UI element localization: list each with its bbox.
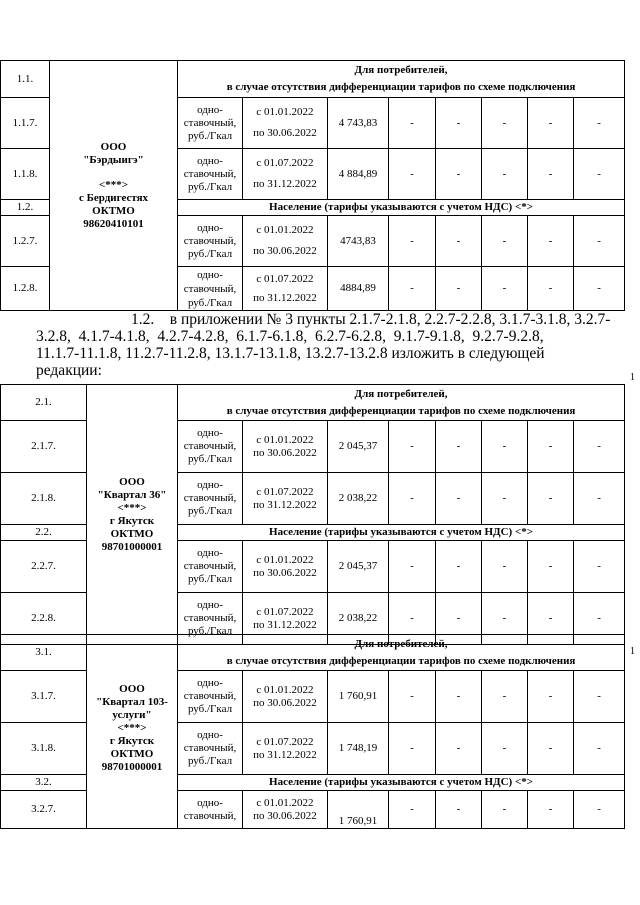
population-header: Население (тарифы указываются с учетом НДС) <*> [178, 525, 625, 541]
price-cell: 1 760,91 [328, 671, 389, 723]
table-row [1, 61, 625, 98]
dash-cell: - [389, 267, 436, 311]
dash-cell: - [482, 421, 528, 473]
unit-line: одно- [197, 103, 223, 116]
price-cell: 4 884,89 [328, 149, 389, 200]
dash-cell: - [436, 541, 482, 593]
consumer-group-header [178, 61, 625, 98]
row-number: 1.2.8. [1, 267, 50, 311]
dash-cell: - [574, 216, 625, 267]
period-cell [243, 216, 328, 267]
row-number: 2.1.8. [1, 473, 87, 525]
dash-cell: - [436, 593, 482, 645]
row-number: 3.1. [1, 635, 87, 671]
unit-line: ставочный, [183, 742, 237, 754]
org-line: с Бердигестях [78, 191, 149, 204]
row-number: 2.1. [1, 385, 87, 421]
dash-cell: - [574, 671, 625, 723]
unit-cell [178, 149, 243, 200]
unit-line: одно- [197, 796, 223, 809]
consumer-group-header [178, 385, 625, 421]
unit-line: руб./Гкал [187, 755, 233, 767]
table-row [1, 385, 625, 421]
price-cell: 4884,89 [328, 267, 389, 311]
tariff-table-2 [0, 384, 625, 645]
tariff-table-1 [0, 60, 625, 311]
org-line: 98620410101 [83, 217, 144, 230]
paragraph-line: 11.1.7-11.1.8, 11.2.7-11.2.8, 13.1.7-13.1.8, 13.2.7-13.2.8 изложить в следующей [36, 345, 545, 362]
dash-cell: - [436, 216, 482, 267]
dash-cell: - [389, 216, 436, 267]
period-to: по 31.12.2022 [253, 498, 317, 511]
unit-line: ставочный, [183, 282, 237, 295]
row-number: 1.1.7. [1, 98, 50, 149]
unit-line: руб./Гкал [187, 180, 233, 193]
unit-line: одно- [197, 154, 223, 167]
unit-line: ставочный, [183, 612, 237, 624]
row-number: 3.2. [1, 775, 87, 791]
dash-cell: - [482, 473, 528, 525]
dash-cell: - [574, 149, 625, 200]
margin-mark: 1 [630, 372, 635, 383]
dash-cell: - [574, 593, 625, 645]
paragraph-line: 3.2.8, 4.1.7-4.1.8, 4.2.7-4.2.8, 6.1.7-6.1.8, 6.2.7-6.2.8, 9.1.7-9.1.8, 9.2.7-9.2.8, [36, 328, 544, 345]
row-number: 3.2.7. [1, 791, 87, 829]
period-from: с 01.07.2022 [256, 157, 314, 169]
org-line: г Якутск [109, 735, 155, 747]
organization-cell [87, 385, 178, 645]
period-cell [243, 723, 328, 775]
dash-cell: - [436, 98, 482, 149]
org-line: 98701000001 [101, 540, 163, 553]
price-cell: 4 743,83 [328, 98, 389, 149]
period-from: с 01.01.2022 [256, 683, 314, 696]
dash-cell: - [574, 473, 625, 525]
unit-cell [178, 267, 243, 311]
unit-cell [178, 216, 243, 267]
unit-line: ставочный, [183, 690, 237, 702]
dash-cell: - [528, 98, 574, 149]
header-line: Для потребителей, [354, 637, 448, 650]
org-line: ООО [119, 475, 145, 488]
period-to: по 30.06.2022 [253, 127, 317, 139]
dash-cell: - [389, 723, 436, 775]
dash-cell: - [482, 791, 528, 829]
unit-line: одно- [197, 427, 223, 439]
dash-cell: - [528, 149, 574, 200]
unit-line: ставочный, [183, 440, 237, 452]
dash-cell: - [389, 98, 436, 149]
period-to: по 30.06.2022 [253, 446, 317, 459]
unit-cell [178, 473, 243, 525]
unit-line: ставочный, [183, 492, 237, 504]
paragraph-line: 1.2. в приложении № 3 пункты 2.1.7-2.1.8, 2.2.7-2.2.8, 3.1.7-3.1.8, 3.2.7- [131, 311, 611, 328]
period-to: по 31.12.2022 [253, 178, 317, 190]
price-cell: 2 038,22 [328, 473, 389, 525]
org-line: 98701000001 [101, 761, 163, 773]
period-cell [243, 541, 328, 593]
dash-cell: - [389, 671, 436, 723]
dash-cell: - [528, 473, 574, 525]
org-line: г Якутск [109, 514, 155, 527]
period-to: по 30.06.2022 [253, 696, 317, 709]
org-line: ОКТМО [110, 748, 154, 760]
row-number: 3.1.7. [1, 671, 87, 723]
unit-line: одно- [197, 221, 223, 234]
row-number: 3.1.8. [1, 723, 87, 775]
period-cell [243, 149, 328, 200]
unit-line: руб./Гкал [187, 505, 233, 517]
org-line: "Квартал 103- [96, 696, 168, 708]
period-cell [243, 671, 328, 723]
org-line: услуги" [112, 709, 152, 721]
dash-cell: - [574, 723, 625, 775]
unit-cell [178, 671, 243, 723]
org-line: ООО [119, 683, 145, 695]
dash-cell: - [482, 267, 528, 311]
row-number: 2.2. [1, 525, 87, 541]
unit-line: одно- [197, 729, 223, 741]
dash-cell: - [574, 267, 625, 311]
period-from: с 01.01.2022 [256, 553, 314, 566]
dash-cell: - [482, 98, 528, 149]
period-from: с 01.07.2022 [256, 735, 314, 748]
dash-cell: - [574, 98, 625, 149]
unit-line: ставочный, [183, 116, 237, 129]
dash-cell: - [389, 421, 436, 473]
dash-cell: - [528, 541, 574, 593]
unit-line: руб./Гкал [187, 573, 233, 585]
org-line: <***> [98, 178, 129, 191]
unit-line: руб./Гкал [187, 129, 233, 142]
dash-cell: - [574, 421, 625, 473]
org-line: ОКТМО [92, 204, 135, 217]
period-to: по 31.12.2022 [253, 618, 317, 631]
period-from: с 01.01.2022 [256, 106, 314, 118]
header-line: в случае отсутствия дифференциации тарифов по схеме подключения [226, 81, 576, 93]
dash-cell: - [436, 149, 482, 200]
dash-cell: - [436, 723, 482, 775]
unit-cell [178, 541, 243, 593]
row-number: 2.2.8. [1, 593, 87, 645]
header-line: в случае отсутствия дифференциации тарифов по схеме подключения [226, 654, 576, 667]
row-number: 2.2.7. [1, 541, 87, 593]
period-from: с 01.01.2022 [256, 433, 314, 446]
header-line: в случае отсутствия дифференциации тарифов по схеме подключения [226, 404, 576, 417]
row-number: 1.2.7. [1, 216, 50, 267]
period-to: по 30.06.2022 [253, 809, 317, 822]
unit-line: руб./Гкал [187, 703, 233, 715]
period-from: с 01.07.2022 [256, 272, 314, 285]
dash-cell: - [436, 671, 482, 723]
period-cell [243, 791, 328, 829]
unit-line: одно- [197, 268, 223, 281]
population-header: Население (тарифы указываются с учетом НДС) <*> [178, 200, 625, 216]
header-line: Для потребителей, [354, 64, 448, 76]
row-number: 2.1.7. [1, 421, 87, 473]
unit-line: руб./Гкал [187, 296, 233, 309]
unit-cell [178, 723, 243, 775]
period-to: по 31.12.2022 [253, 291, 317, 304]
period-cell [243, 98, 328, 149]
period-to: по 30.06.2022 [253, 566, 317, 579]
period-from: с 01.01.2022 [256, 796, 314, 809]
dash-cell: - [482, 671, 528, 723]
org-line: "Бэрдыигэ" [83, 153, 144, 166]
dash-cell: - [528, 671, 574, 723]
price-cell: 2 038,22 [328, 593, 389, 645]
price-cell: 2 045,37 [328, 421, 389, 473]
dash-cell: - [528, 267, 574, 311]
org-line: ООО [100, 140, 127, 153]
dash-cell: - [482, 593, 528, 645]
period-from: с 01.07.2022 [256, 605, 314, 618]
dash-cell: - [528, 791, 574, 829]
dash-cell: - [482, 723, 528, 775]
unit-cell [178, 791, 243, 829]
dash-cell: - [528, 421, 574, 473]
dash-cell: - [389, 149, 436, 200]
unit-line: одно- [197, 479, 223, 491]
unit-line: руб./Гкал [187, 625, 233, 637]
dash-cell: - [574, 791, 625, 829]
unit-line: ставочный, [183, 809, 237, 822]
dash-cell: - [528, 593, 574, 645]
org-line: ОКТМО [110, 527, 154, 540]
dash-cell: - [389, 541, 436, 593]
unit-line: ставочный, [183, 234, 237, 247]
unit-cell [178, 421, 243, 473]
dash-cell: - [482, 541, 528, 593]
dash-cell: - [389, 473, 436, 525]
period-from: с 01.07.2022 [256, 485, 314, 498]
population-header: Население (тарифы указываются с учетом НДС) <*> [178, 775, 625, 791]
unit-line: руб./Гкал [187, 247, 233, 260]
row-number: 1.2. [1, 200, 50, 216]
dash-cell: - [528, 723, 574, 775]
dash-cell: - [482, 216, 528, 267]
header-line: Для потребителей, [354, 387, 448, 400]
price-cell: 4743,83 [328, 216, 389, 267]
organization-cell [50, 61, 178, 311]
margin-mark: 1 [630, 646, 635, 657]
period-cell [243, 267, 328, 311]
dash-cell: - [482, 149, 528, 200]
period-to: по 31.12.2022 [253, 748, 317, 761]
tariff-table-3 [0, 634, 625, 829]
price-cell: 1 748,19 [328, 723, 389, 775]
unit-line: ставочный, [183, 167, 237, 180]
table-row [1, 635, 625, 671]
org-line: <***> [117, 722, 147, 734]
unit-line: ставочный, [183, 560, 237, 572]
paragraph-line: редакции: [36, 362, 102, 379]
dash-cell: - [574, 541, 625, 593]
unit-line: одно- [197, 677, 223, 689]
unit-line: одно- [197, 547, 223, 559]
period-cell [243, 421, 328, 473]
price-cell: 2 045,37 [328, 541, 389, 593]
consumer-group-header [178, 635, 625, 671]
period-cell [243, 473, 328, 525]
unit-line: руб./Гкал [187, 453, 233, 465]
unit-line: одно- [197, 599, 223, 611]
row-number: 1.1.8. [1, 149, 50, 200]
price-cell: 1 760,91 [328, 791, 389, 829]
dash-cell: - [436, 421, 482, 473]
dash-cell: - [436, 267, 482, 311]
dash-cell: - [389, 791, 436, 829]
dash-cell: - [436, 791, 482, 829]
period-from: с 01.01.2022 [256, 224, 314, 236]
organization-cell [87, 635, 178, 829]
dash-cell: - [528, 216, 574, 267]
dash-cell: - [436, 473, 482, 525]
unit-cell [178, 98, 243, 149]
period-to: по 30.06.2022 [253, 245, 317, 257]
amendment-paragraph [36, 311, 611, 379]
row-number: 1.1. [1, 61, 50, 98]
dash-cell: - [389, 593, 436, 645]
org-line: <***> [117, 501, 147, 514]
org-line: "Квартал 36" [97, 488, 167, 501]
